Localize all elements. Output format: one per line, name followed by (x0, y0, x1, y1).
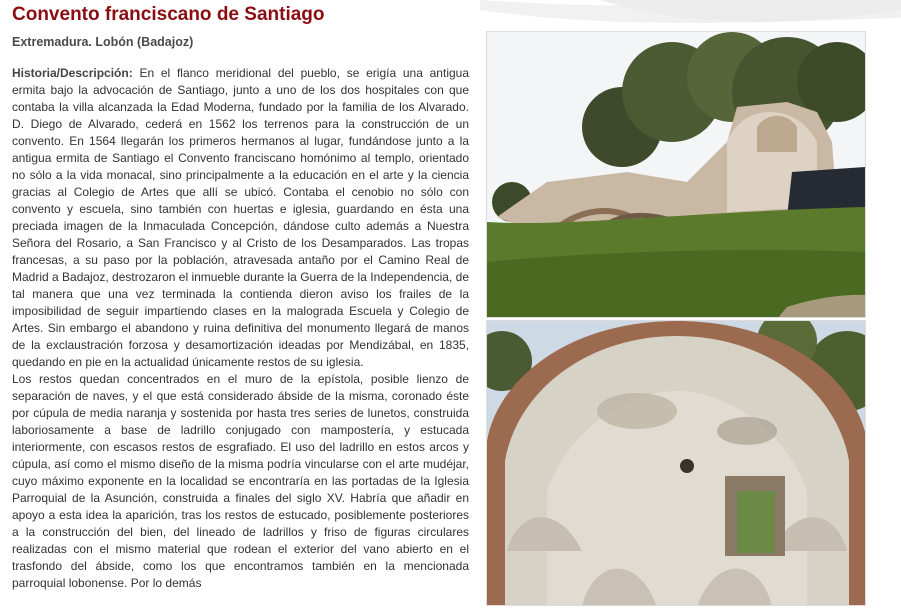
photo-apse-interior (486, 320, 866, 606)
location-subtitle: Extremadura. Lobón (Badajoz) (12, 35, 194, 49)
history-text: En el flanco meridional del pueblo, se erigía una antigua ermita bajo la advocación de Santiago, junto a uno de los dos hospitales con que contaba la villa alcanzada la Edad Moderna, fundado por la familia de los Alvarado. D. Diego de Alvarado, cederá en 1562 los terrenos para la construcción de un convento. En 1564 llegarán los primeros hermanos al lugar, fundándose junto a la antigua ermita de Santiago el Convento franciscano homónimo al templo, orientado no sólo a la vida monacal, sino principalmente a la educación en el arte y la ciencia gracias al Colegio de Artes que allí se ubicó. Contaba el cenobio no sólo con convento y escuela, sino también con huertas e iglesia, guardando en ésta una preciada imagen de la Inmaculada Concepción, dándose culto además a Nuestra Señora del Rosario, a San Francisco y al Cristo de los Desamparados. Las tropas francesas, a su paso por la población, atravesada antaño por el Camino Real de Madrid a Badajoz, destrozaron el inmueble durante la Guerra de la Independencia, de tal manera que una vez terminada la contienda dieron aviso los frailes de la imposibilidad de seguir impartiendo clases en la malograda Escuela y Colegio de Artes. Sin embargo el abandono y ruina definitiva del monumento llegará de manos de la exclaustración forzosa y desamortización ideadas por Mendizábal, en 1835, quedando en pie en la actualidad únicamente restos de su iglesia. (12, 66, 469, 369)
page-title: Convento franciscano de Santiago (12, 4, 325, 25)
photo-ruins-exterior (486, 31, 866, 318)
article-body (12, 65, 469, 592)
apse-interior-image (487, 321, 866, 606)
ruins-exterior-image (487, 32, 866, 318)
paragraph-remains: Los restos quedan concentrados en el muro de la epístola, posible lienzo de separación de naves, y el que está considerado ábside de la misma, coronado éste por cúpula de media naranja y sostenida por hasta tres series de lunetos, construida laboriosamente a base de ladrillo conjugado con mampostería, y estucada interiormente, con escasos restos de esgrafiado. El uso del ladrillo en estos arcos y cúpula, así como el mismo diseño de la misma podría vincularse con el arte mudéjar, cuyo máximo exponente en la localidad se encontraría en las portadas de la Iglesia Parroquial de la Asunción, construida a finales del siglo XV. Habría que añadir en apoyo a esta idea la aparición, tras los restos de estucado, posiblemente posteriores a la construcción del bien, del lineado de ladrillos y friso de figuras circulares realizadas con el mismo material que rodean el exterior del vano abierto en el trasfondo del ábside, como los que encontramos también en la mencionada parroquial lobonense. Por lo demás (12, 372, 469, 590)
paragraph-history (12, 65, 469, 371)
history-label: Historia/Descripción: (12, 66, 133, 80)
